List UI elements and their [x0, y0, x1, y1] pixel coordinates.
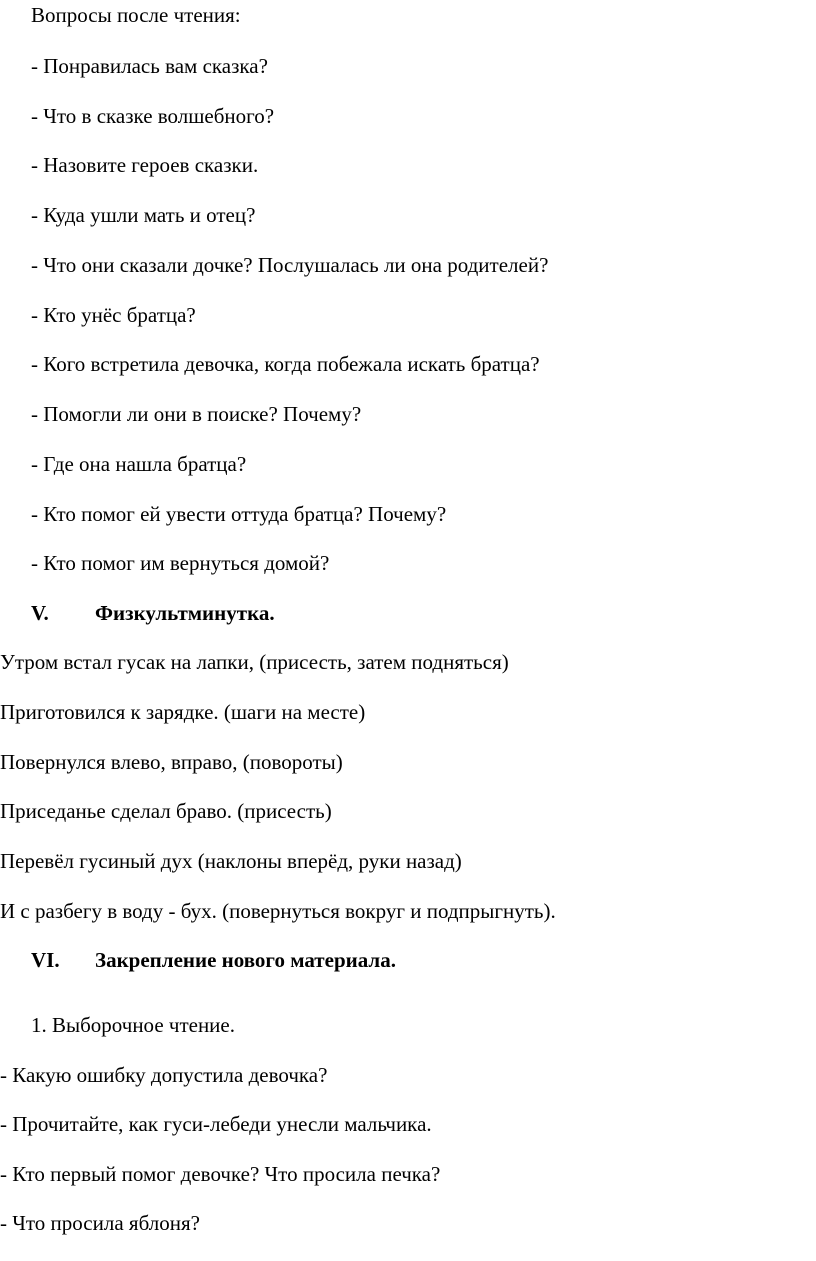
question-item: - Кто помог им вернуться домой? [31, 551, 330, 575]
exercise-line: Приготовился к зарядке. (шаги на месте) [0, 700, 366, 724]
section-6-number: VI. [31, 948, 60, 972]
section-5-number: V. [31, 601, 49, 625]
question-item: - Кто унёс братца? [31, 303, 196, 327]
section-6-heading [31, 948, 396, 972]
reading-question: - Кто первый помог девочке? Что просила печка? [0, 1162, 441, 1186]
exercise-line: Утром встал гусак на лапки, (присесть, затем подняться) [0, 650, 509, 674]
exercise-line: Перевёл гусиный дух (наклоны вперёд, руки назад) [0, 849, 462, 873]
exercise-line: Повернулся влево, вправо, (повороты) [0, 750, 343, 774]
question-item: - Кого встретила девочка, когда побежала искать братца? [31, 352, 540, 376]
question-item: - Назовите героев сказки. [31, 153, 259, 177]
section-5-heading [31, 601, 275, 625]
question-item: - Куда ушли мать и отец? [31, 203, 256, 227]
question-item: - Кто помог ей увести оттуда братца? Почему? [31, 502, 447, 526]
question-item: - Что в сказке волшебного? [31, 104, 275, 128]
reading-question: - Что просила яблоня? [0, 1211, 200, 1235]
exercise-line: Приседанье сделал браво. (присесть) [0, 799, 332, 823]
reading-question: - Какую ошибку допустила девочка? [0, 1063, 328, 1087]
question-item: - Понравилась вам сказка? [31, 54, 268, 78]
reading-question: - Прочитайте, как гуси-лебеди унесли мальчика. [0, 1112, 432, 1136]
section-5-title: Физкультминутка. [95, 601, 275, 625]
question-item: - Помогли ли они в поиске? Почему? [31, 402, 362, 426]
question-item: - Что они сказали дочке? Послушалась ли она родителей? [31, 253, 549, 277]
questions-heading: Вопросы после чтения: [31, 3, 241, 27]
selective-reading-item: 1. Выборочное чтение. [31, 1013, 235, 1037]
section-6-title: Закрепление нового материала. [95, 948, 396, 972]
exercise-line: И с разбегу в воду - бух. (повернуться вокруг и подпрыгнуть). [0, 899, 556, 923]
question-item: - Где она нашла братца? [31, 452, 247, 476]
